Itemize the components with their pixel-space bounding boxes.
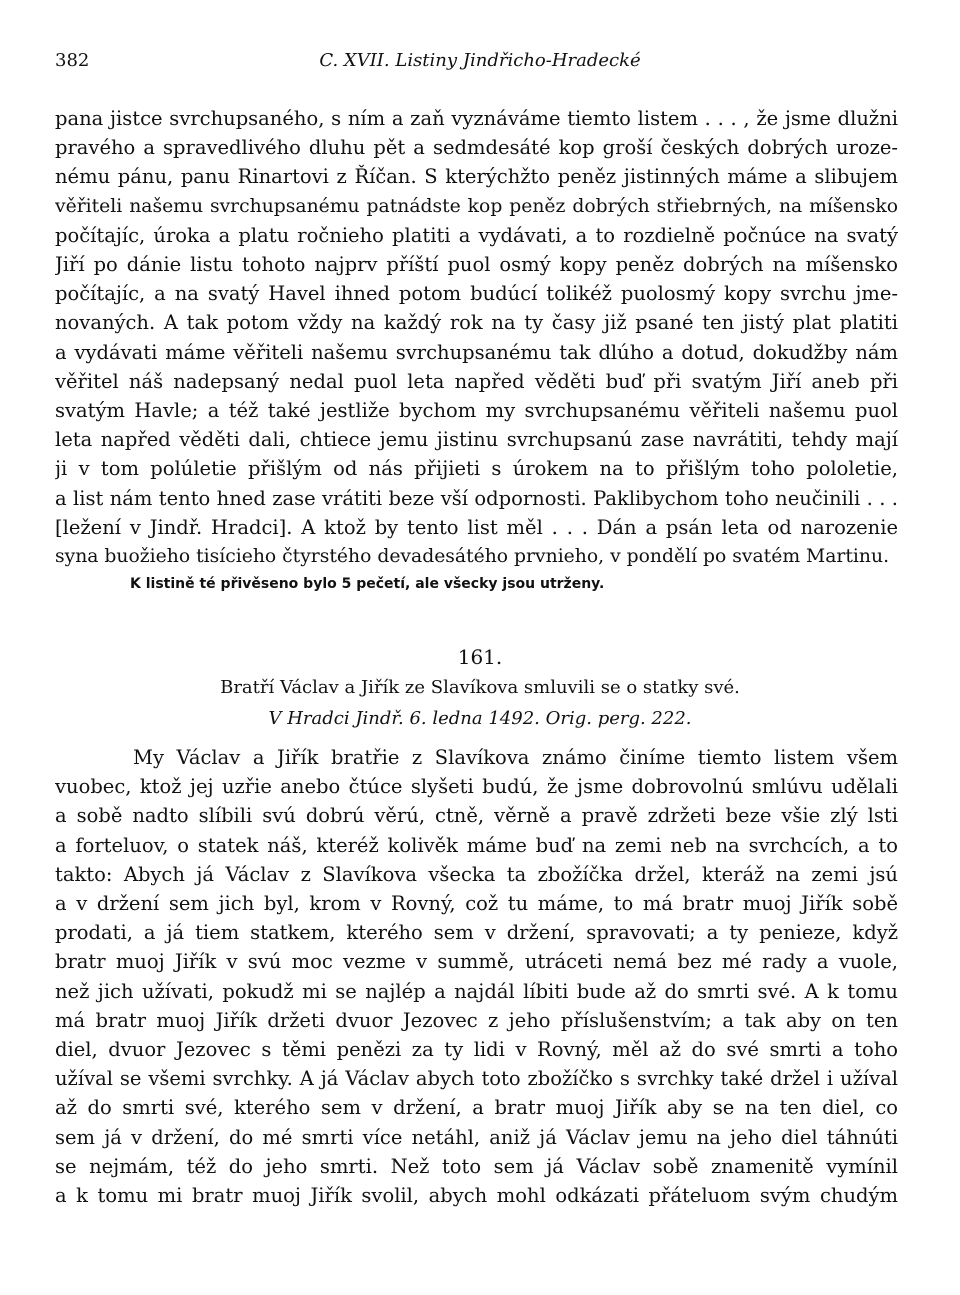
text-line: a sobě nadto slíbili svú dobrú věrú, ctně, věrně a pravě zdržeti beze všie zlý lsti [55, 804, 898, 828]
text-line: My Václav a Jiřík bratřie z Slavíkova známo činíme tiemto listem všem [133, 746, 898, 769]
text-line: a v držení sem jich byl, krom v Rovný, což tu máme, to má bratr muoj Jiřík sobě [55, 892, 898, 916]
text-line: Jiří po dánie listu tohoto najprv příští puol osmý kopy peněz dobrých na míšensko [55, 253, 898, 277]
text-line: prodati, a já tiem statkem, kterého sem v držení, spravovati; a ty penieze, když [55, 921, 898, 945]
text-line: svatým Havle; a též také jestliže bychom my svrchupsanému věřiteli našemu puol [55, 399, 898, 423]
text-line: bratr muoj Jiřík v svú moc vezme v summě, utráceti nemá bez mé rady a vuole, [55, 950, 898, 974]
text-line: počítajíc, úroka a platu ročnieho platiti a vydávati, a to rozdielně počnúce na svatý [55, 223, 898, 247]
text-line: takto: Abych já Václav z Slavíkova všecka ta zbožíčka držel, kteráž na zemi jsú [55, 862, 898, 886]
text-line: se nejmám, též do jeho smrti. Než toto sem já Václav sobě znamenitě vymínil [55, 1154, 898, 1178]
text-line: vuobec, ktož jej uzřie anebo čtúce slyšeti budú, že jsme dobrovolnú smlúvu udělali [55, 775, 898, 799]
text-line: užíval se všemi svrchky. A já Václav abych toto zbožíčko s svrchky také držel i užíval [55, 1067, 898, 1091]
text-line: pravého a spravedlivého dluhu pět a sedmdesáté kop groší českých dobrých uroze- [55, 136, 898, 160]
text-line: pana jistce svrchupsaného, s ním a zaň vyznáváme tiemto listem . . . , že jsme dlužni [55, 107, 898, 130]
text-line: ji v tom polúletie přišlým od nás přijieti s úrokem na to přišlým toho pololetie, [55, 457, 898, 481]
text-line: věřiteli našemu svrchupsanému patnádste kop peněz dobrých střiebrných, na míšensko [55, 195, 898, 217]
text-line: syna buožieho tisícieho čtyrstého devadesátého prvnieho, v pondělí po svatém Martinu. [55, 546, 890, 568]
text-line: a list nám tento hned zase vrátiti beze vší odpornosti. Paklibychom toho neučinili . . . [55, 486, 898, 510]
text-line: a vydávati máme věřiteli našemu svrchupsanému tak dlúho a dotud, dokudžby nám [55, 340, 898, 364]
text-line: sem já v držení, do mé smrti více netáhl, aniž já Václav jemu na jeho diel táhnúti [55, 1125, 898, 1149]
text-line: než jich užívati, pokudž mi se najlép a najdál líbiti bude až do smrti své. A k tomu [55, 979, 898, 1003]
previous-document-text [55, 104, 898, 571]
seal-note: K listině té přivěseno bylo 5 pečetí, ale všecky jsou utrženy. [130, 576, 605, 592]
text-line: počítajíc, a na svatý Havel ihned potom budúcí tolikéž puolosmý kopy svrchu jme- [55, 282, 898, 306]
text-line: leta napřed věděti dali, chtiece jemu jistinu svrchupsanú zase navrátiti, tehdy mají [55, 428, 898, 452]
running-head: C. XVII. Listiny Jindřicho-Hradecké [319, 50, 641, 71]
text-line: [ležení v Jindř. Hradci]. A ktož by tento list měl . . . Dán a psán leta od narozenie [55, 515, 898, 539]
text-line: a k tomu mi bratr muoj Jiřík svolil, abych mohl odkázati přáteluom svým chudým [55, 1184, 898, 1208]
text-line: novaných. A tak potom vždy na každý rok na ty časy již psané ten jistý plat platiti [55, 311, 898, 335]
text-line: a forteluov, o statek náš, kteréž kolivěk máme buď na zemi neb na svrchcích, a to [55, 833, 898, 857]
document-dating: V Hradci Jindř. 6. ledna 1492. Orig. perg. 222. [268, 708, 692, 729]
text-line: věřitel náš nadepsaný nedal puol leta napřed věděti buď při svatým Jiří aneb při [55, 369, 898, 393]
document-title: Bratří Václav a Jiřík ze Slavíkova smluvili se o statky své. [220, 677, 740, 698]
document-number: 161. [457, 645, 503, 669]
text-line: nému pánu, panu Rinartovi z Říčan. S kterýchžto peněz jistinných máme a slibujem [55, 165, 898, 189]
text-line: až do smrti své, kterého sem v držení, a bratr muoj Jiřík aby se na ten diel, co [55, 1096, 898, 1120]
text-line: má bratr muoj Jiřík držeti dvuor Jezovec z jeho příslušenstvím; a tak aby on ten [55, 1008, 898, 1032]
page-header [55, 50, 905, 80]
document-text [55, 743, 898, 1210]
text-line: diel, dvuor Jezovec s těmi penězi za ty lidi v Rovný, měl až do své smrti a toho [55, 1038, 898, 1062]
page-number: 382 [55, 50, 90, 71]
